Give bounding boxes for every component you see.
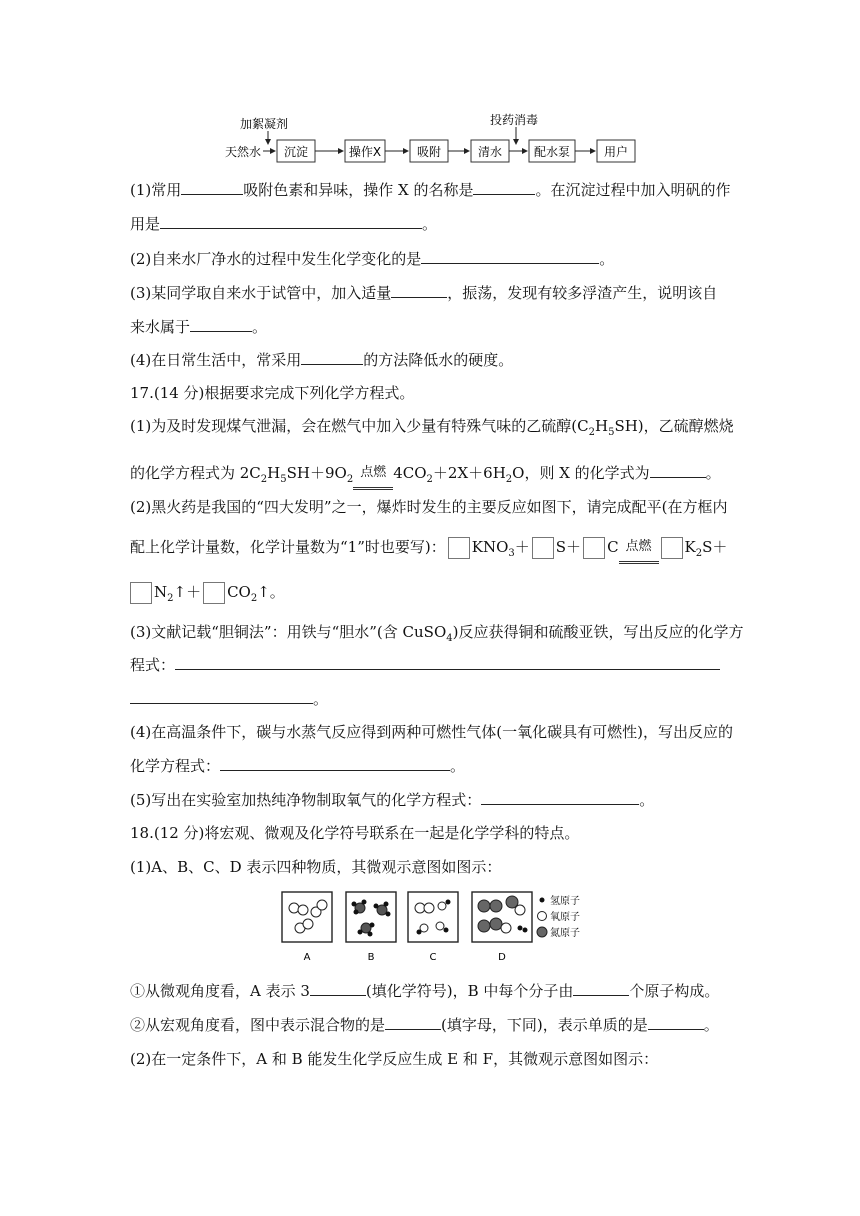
answer-blank[interactable] [473,180,535,195]
diagram-label-a: A [303,952,311,963]
answer-blank[interactable] [175,655,720,670]
coagulant-label: 加絮凝剂 [240,117,289,131]
answer-blank[interactable] [181,180,243,195]
coefficient-box[interactable] [203,582,225,604]
flow-step-3: 吸附 [416,145,442,159]
ignite-condition: 点燃 [619,551,659,564]
flow-step-1: 沉淀 [283,145,309,159]
q18-line-4: (2)在一定条件下，A 和 B 能发生化学反应生成 E 和 F，其微观示意图如图示： [130,1050,659,1068]
legend-oxygen: 氧原子 [550,912,580,923]
flow-step-5: 配水泵 [533,145,571,159]
q17-line-4: 配上化学计量数，化学计量数为“1”时也要写)： $KNO_3+ S+ C$ 点燃 $K_2S+$ [130,537,727,564]
q16-line-5: 来水属于 。 [130,318,268,336]
answer-blank[interactable] [160,214,422,229]
answer-blank[interactable] [301,350,363,365]
q17-title: 17.(14 分)根据要求完成下列化学方程式。 [130,384,415,402]
q17-line-1: (1)为及时发现煤气泄漏，会在燃气中加入少量有特殊气味的乙硫醇$(C_2H_5SH)$，乙硫醇燃烧 [130,417,734,438]
coefficient-box[interactable] [130,582,152,604]
q18-line-1: (1)A、B、C、D 表示四种物质，其微观示意图如图示： [130,858,502,876]
coefficient-box[interactable] [532,537,554,559]
q17-line-11: (5)写出在实验室加热纯净物制取氧气的化学方程式： 。 [130,791,655,809]
answer-blank[interactable] [385,1015,441,1030]
answer-blank[interactable] [650,463,706,478]
answer-blank[interactable] [573,981,629,996]
input-label: 天然水 [225,145,262,159]
q16-line-1: (1)常用 吸附色素和异味，操作 X 的名称是 。在沉淀过程中加入明矾的作 [130,181,731,199]
flow-step-2: 操作X [348,145,382,159]
flow-step-4: 清水 [477,145,503,159]
answer-blank[interactable] [648,1015,704,1030]
q16-line-3: (2)自来水厂净水的过程中发生化学变化的是 。 [130,250,615,268]
answer-blank[interactable] [130,689,313,704]
diagram-label-b: B [367,952,375,963]
answer-blank[interactable] [310,981,366,996]
q16-line-2: 用是 。 [130,215,438,233]
q17-line-7: 程式： [130,655,720,675]
legend-nitrogen: 氮原子 [550,928,580,939]
disinfect-label: 投药消毒 [490,113,539,127]
q17-line-2: 的化学方程式为 $2C_2H_5SH+9O_2$ 点燃 $4CO_2+2X+6H_2O$，则 X 的化学式为 。 [130,463,721,490]
q17-line-6: (3)文献记载“胆铜法”：用铁与“胆水”(含 CuSO$_4$)反应获得铜和硫酸亚铁，写出反应的化学方 [130,623,744,644]
coefficient-box[interactable] [448,537,470,559]
diagram-label-c: C [429,952,437,963]
molecule-diagram [280,888,590,968]
q16-line-6: (4)在日常生活中，常采用 的方法降低水的硬度。 [130,351,514,369]
answer-blank[interactable] [391,283,447,298]
answer-blank[interactable] [220,756,450,771]
q18-title: 18.(12 分)将宏观、微观及化学符号联系在一起是化学学科的特点。 [130,824,580,842]
coefficient-box[interactable] [661,537,683,559]
ignite-condition: 点燃 [353,477,393,490]
q17-line-8: 。 [130,689,328,709]
q17-line-10: 化学方程式： 。 [130,757,466,775]
flow-step-6: 用户 [603,145,629,159]
coefficient-box[interactable] [583,537,605,559]
q18-line-2: ①从微观角度看，A 表示 3 (填化学符号)，B 中每个分子由 个原子构成。 [130,982,720,1000]
q17-line-5: $N_2↑+$ $CO_2↑$。 [130,582,285,609]
answer-blank[interactable] [421,249,599,264]
answer-blank[interactable] [190,317,252,332]
legend-hydrogen: 氢原子 [550,896,580,907]
q17-line-9: (4)在高温条件下，碳与水蒸气反应得到两种可燃性气体(一氧化碳具有可燃性)，写出反应的 [130,723,733,741]
diagram-label-d: D [498,952,506,963]
q17-line-3: (2)黑火药是我国的“四大发明”之一，爆炸时发生的主要反应如图下，请完成配平(在方框内 [130,498,728,516]
water-treatment-flow-diagram [215,108,645,166]
q16-line-4: (3)某同学取自来水于试管中，加入适量 ，振荡，发现有较多浮渣产生，说明该自 [130,284,718,302]
q18-line-3: ②从宏观角度看，图中表示混合物的是 (填字母，下同)，表示单质的是 。 [130,1016,719,1034]
answer-blank[interactable] [481,790,639,805]
